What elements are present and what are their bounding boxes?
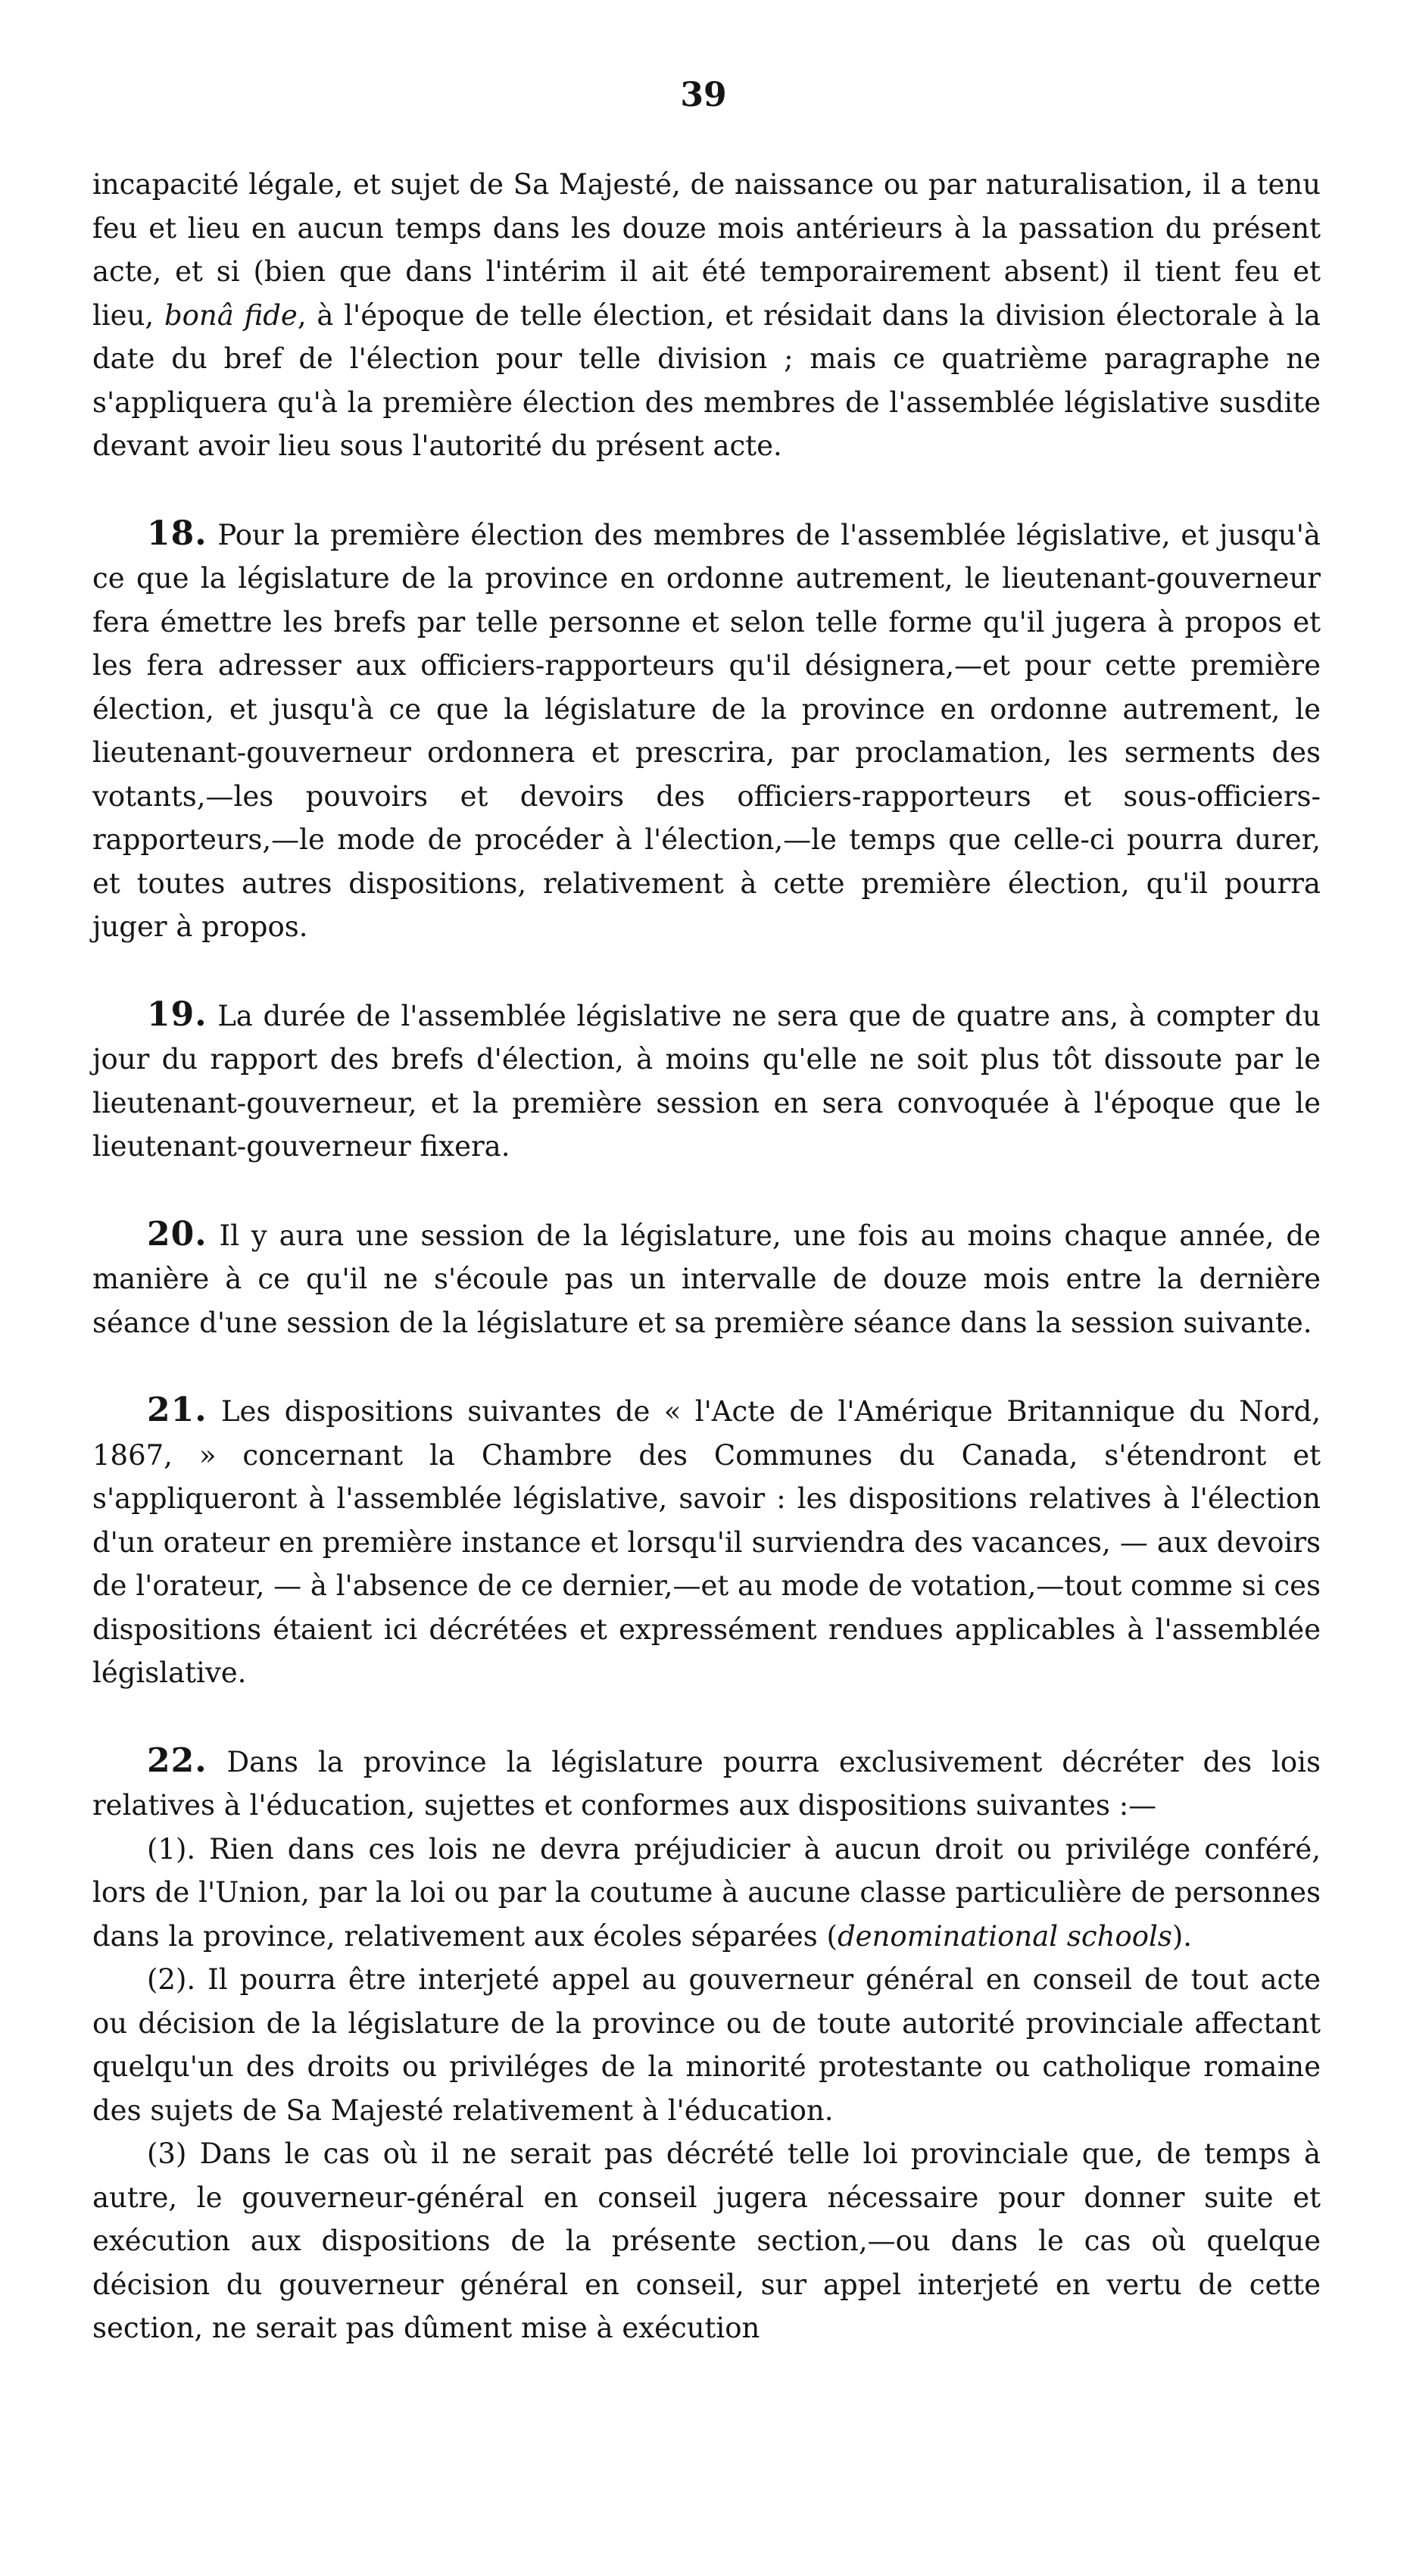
- paragraph-text: , à l'époque de telle élection, et résidait dans la division électorale à la date du bref de l'élection pour telle division ; mais ce quatrième paragraphe ne s'appliquera qu'à la première élection des membres de l'assemblée législative susdite devant avoir lieu sous l'autorité du présent acte.: [92, 298, 1321, 462]
- subsection-text: ).: [1171, 1919, 1193, 1953]
- section-19: [92, 993, 1321, 1169]
- section-text: Dans la province la législature pourra exclusivement décréter des lois relatives à l'éducation, sujettes et conformes aux dispositions suivantes :—: [92, 1745, 1321, 1822]
- page-number: 39: [680, 76, 727, 114]
- section-text: Il y aura une session de la législature, une fois au moins chaque année, de manière à ce qu'il ne s'écoule pas un intervalle de douze mois entre la dernière séance d'une session de la législature et sa première séance dans la session suivante.: [92, 1219, 1321, 1339]
- italic-phrase: bonâ fide: [164, 298, 298, 332]
- section-text: Pour la première élection des membres de l'assemblée législative, et jusqu'à ce que la législature de la province en ordonne autrement, le lieutenant-gouverneur fera émettre les brefs par telle personne et selon telle forme qu'il jugera à propos et les fera adresser aux officiers-rapporteurs qu'il désignera,—et pour cette première élection, et jusqu'à ce que la législature de la province en ordonne autrement, le lieutenant-gouverneur ordonnera et prescrira, par proclamation, les serments des votants,—les pouvoirs et devoirs des officiers-rapporteurs et sous-officiers-rapporteurs,—le mode de procéder à l'élection,—le temps que celle-ci pourra durer, et toutes autres dispositions, relativement à cette première élection, qu'il pourra juger à propos.: [92, 518, 1321, 943]
- section-number: 18.: [147, 514, 207, 553]
- section-22-subsection-2: [92, 1958, 1321, 2132]
- section-20: [92, 1213, 1321, 1345]
- section-text: Les dispositions suivantes de « l'Acte de l'Amérique Britannique du Nord, 1867, » concernant la Chambre des Communes du Canada, s'étendront et s'appliqueront à l'assemblée législative, savoir : les dispositions relatives à l'élection d'un orateur en première instance et lorsqu'il surviendra des vacances, — aux devoirs de l'orateur, — à l'absence de ce dernier,—et au mode de votation,—tout comme si ces dispositions étaient ici décrétées et expressément rendues applicables à l'assemblée législative.: [92, 1395, 1321, 1689]
- paragraph-text: incapacité légale, et sujet de Sa Majesté, de naissance ou par naturalisation, il a tenu feu et lieu en aucun temps dans les douze mois antérieurs à la passation du présent acte, et si (bien que dans l'intérim il ait été temporairement absent) il tient feu et lieu,: [92, 168, 1321, 332]
- body-text: [92, 163, 1321, 2350]
- section-number: 22.: [147, 1741, 207, 1780]
- section-22: [92, 1739, 1321, 1828]
- subsection-text: (1). Rien dans ces lois ne devra préjudicier à aucun droit ou privilége conféré, lors de l'Union, par la loi ou par la coutume à aucune classe particulière de personnes dans la province, relativement aux écoles séparées (: [92, 1832, 1321, 1953]
- section-22-subsection-1: [92, 1828, 1321, 1959]
- section-number: 20.: [147, 1214, 207, 1254]
- subsection-text: (3) Dans le cas où il ne serait pas décrété telle loi provinciale que, de temps à autre, le gouverneur-général en conseil jugera nécessaire pour donner suite et exécution aux dispositions de la présente section,—ou dans le cas où quelque décision du gouverneur général en conseil, sur appel interjeté en vertu de cette section, ne serait pas dûment mise à exécution: [92, 2137, 1321, 2344]
- section-22-subsection-3: [92, 2132, 1321, 2350]
- section-number: 19.: [147, 994, 207, 1034]
- section-number: 21.: [147, 1391, 207, 1429]
- section-18: [92, 512, 1321, 949]
- section-text: La durée de l'assemblée législative ne sera que de quatre ans, à compter du jour du rapport des brefs d'élection, à moins qu'elle ne soit plus tôt dissoute par le lieutenant-gouverneur, et la première session en sera convoquée à l'époque que le lieutenant-gouverneur fixera.: [92, 999, 1321, 1163]
- subsection-text: (2). Il pourra être interjeté appel au gouverneur général en conseil de tout acte ou décision de la législature de la province ou de toute autorité provinciale affectant quelqu'un des droits ou priviléges de la minorité protestante ou catholique romaine des sujets de Sa Majesté relativement à l'éducation.: [92, 1963, 1321, 2127]
- italic-phrase: denominational schools: [837, 1919, 1172, 1953]
- paragraph-intro: [92, 163, 1321, 468]
- section-21: [92, 1388, 1321, 1695]
